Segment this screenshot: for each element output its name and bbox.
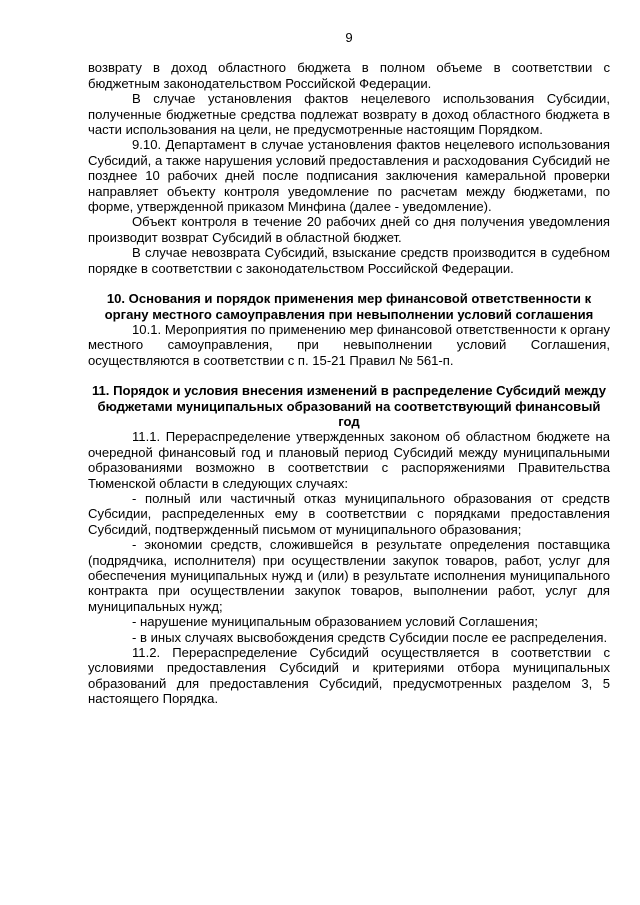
- paragraph-9-10: 9.10. Департамент в случае установления фактов нецелевого использования Субсидий, а также нарушения условий предоставления и расходования Субсидий не позднее 10 рабочих дней после подписания заключения камеральной проверки направляет объекту контроля уведомление по расчетам между бюджетами, по форме, утвержденной приказом Минфина (далее - уведомление).: [88, 137, 610, 215]
- paragraph-10-1: 10.1. Мероприятия по применению мер финансовой ответственности к органу местного самоуправления, при невыполнении условий Соглашения, осуществляются в соответствии с п. 15-21 Правил № 561-п.: [88, 321, 610, 368]
- list-item-refusal: - полный или частичный отказ муниципального образования от средств Субсидии, распределенных ему в соответствии с порядками предоставления Субсидий, подтвержденный письмом от муниципального образования;: [88, 490, 610, 537]
- spacer: [88, 368, 610, 383]
- paragraph-misuse-return: В случае установления фактов нецелевого использования Субсидии, полученные бюджетные средства подлежат возврату в доход областного бюджета в части использования на цели, не предусмотренные настоящим Порядком.: [88, 91, 610, 138]
- paragraph-court-recovery: В случае невозврата Субсидий, взыскание средств производится в судебном порядке в соответствии с законодательством Российской Федерации.: [88, 245, 610, 276]
- section-10-heading: 10. Основания и порядок применения мер финансовой ответственности к органу местного самоуправления при невыполнении условий соглашения: [104, 291, 594, 322]
- section-11-heading: 11. Порядок и условия внесения изменений в распределение Субсидий между бюджетами муниципальных образований на соответствующий финансовый год: [91, 383, 607, 429]
- list-item-other-cases: - в иных случаях высвобождения средств Субсидии после ее распределения.: [132, 629, 608, 645]
- paragraph-continuation: возврату в доход областного бюджета в полном объеме в соответствии с бюджетным законодательством Российской Федерации.: [88, 60, 610, 91]
- paragraph-11-2: 11.2. Перераспределение Субсидий осуществляется в соответствии с условиями предоставления Субсидий и критериями отбора муниципальных образований для предоставления Субсидий, предусмотренных разделом 3, 5 настоящего Порядка.: [88, 645, 610, 707]
- list-item-violation: - нарушение муниципальным образованием условий Соглашения;: [132, 614, 538, 630]
- paragraph-return-deadline: Объект контроля в течение 20 рабочих дней со дня получения уведомления производит возврат Субсидий в областной бюджет.: [88, 214, 610, 245]
- page-number: 9: [345, 30, 353, 45]
- paragraph-11-1: 11.1. Перераспределение утвержденных законом об областном бюджете на очередной финансовый год и плановый период Субсидий между муниципальными образованиями возможно в соответствии с распоряжениями Правительства Тюменской области в следующих случаях:: [88, 429, 610, 491]
- spacer: [88, 276, 610, 291]
- list-item-savings: - экономии средств, сложившейся в результате определения поставщика (подрядчика, исполнителя) при осуществлении закупок товаров, работ, услуг для обеспечения муниципальных нужд и (или) в результате исполнения муниципального контракта при осуществлении закупок товаров, выполнении работ, услуг для муниципальных нужд;: [88, 537, 610, 614]
- document-page: [88, 30, 610, 707]
